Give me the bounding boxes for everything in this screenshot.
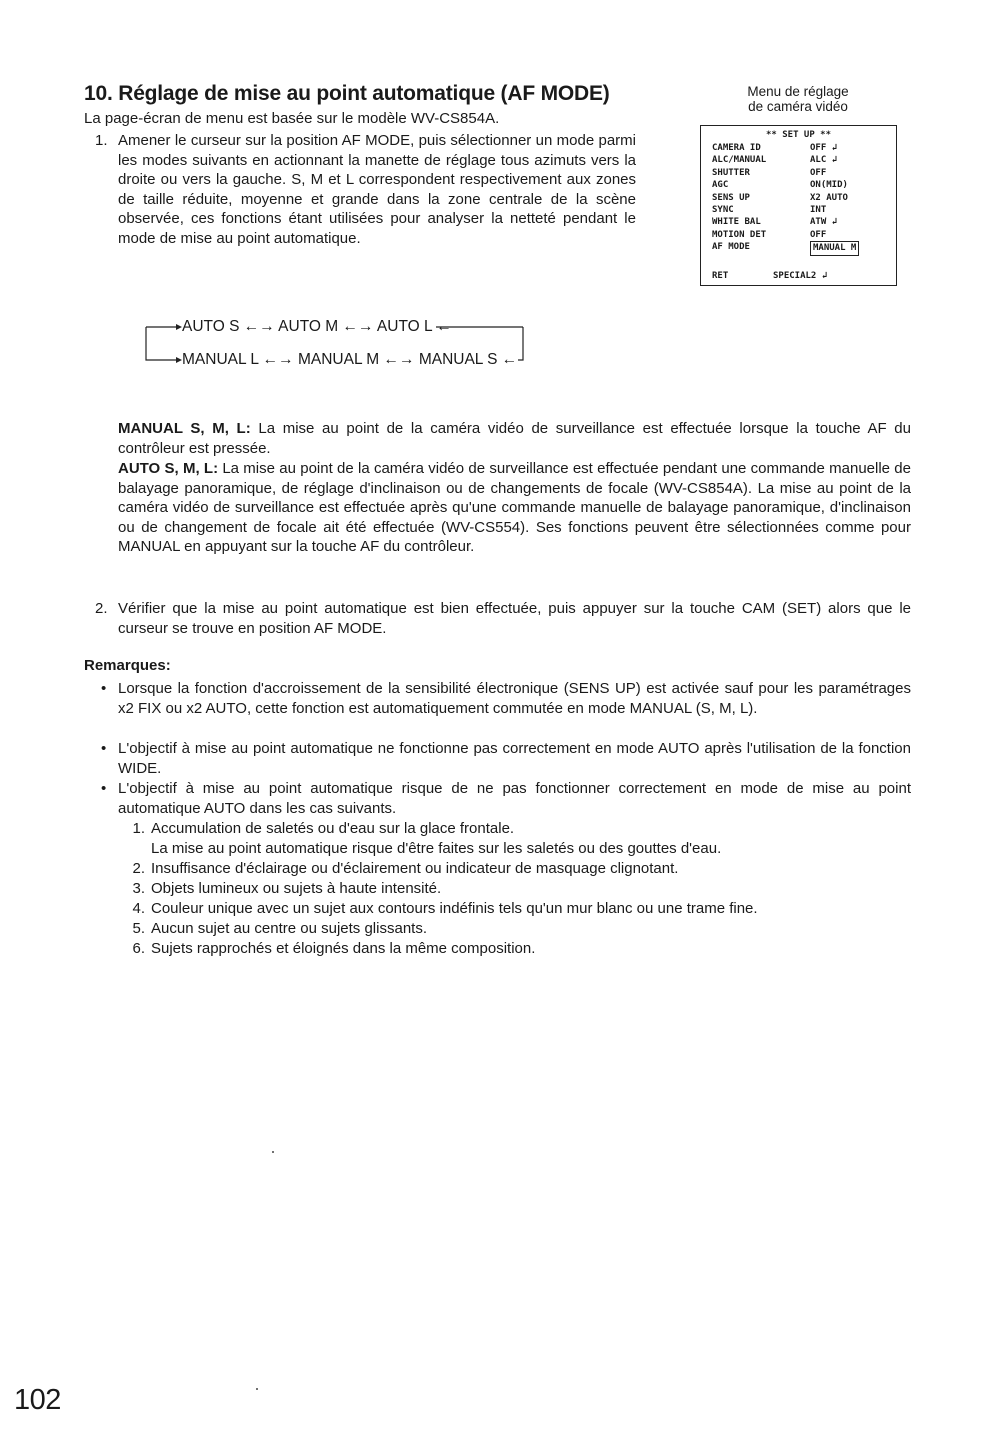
af-mode-cycle-diagram — [140, 318, 540, 378]
manual-definition-term: MANUAL S, M, L: — [118, 420, 251, 437]
menu-footer-special2: SPECIAL2 ↲ — [773, 271, 828, 281]
manual-definition — [118, 419, 911, 458]
menu-row-sync: SYNC INT — [712, 205, 827, 215]
remarque-item: • L'objectif à mise au point automatique ne fonctionne pas correctement en mode AUTO après l'utilisation de la fonction WIDE. — [101, 740, 911, 777]
af-mode-cursor: MANUAL M — [810, 241, 859, 255]
remarque-item: • Lorsque la fonction d'accroissement de la sensibilité électronique (SENS UP) est activée sauf pour les paramétrages x2 FIX ou x2 AUTO, cette fonction est automatiquement commutée en mode MANUAL (S, M, L). — [101, 680, 911, 717]
menu-row-alc-manual: ALC/MANUAL ALC ↲ — [712, 155, 838, 166]
remarques-heading: Remarques: — [84, 657, 171, 674]
menu-row-shutter: SHUTTER OFF — [712, 167, 827, 178]
manual-definition-text: La mise au point de la caméra vidéo de surveillance est effectuée lorsque la touche AF du contrôleur est pressée. — [118, 420, 911, 457]
menu-footer-ret: RET — [712, 271, 729, 281]
step-1-number: 1. — [95, 132, 108, 149]
auto-definition-term: AUTO S, M, L: — [118, 460, 219, 477]
step-2-text: Vérifier que la mise au point automatique est bien effectuée, puis appuyer sur la touche CAM (SET) alors que le curseur se trouve en position AF MODE. — [118, 600, 911, 637]
scan-speck — [256, 1388, 258, 1390]
camera-setup-menu-screen — [700, 125, 897, 286]
menu-row-agc: AGC ON(MID) — [712, 180, 848, 191]
menu-row-motion-det: MOTION DET OFF — [712, 229, 892, 241]
case-item: 5. Aucun sujet au centre ou sujets glissants. — [132, 920, 427, 937]
menu-caption-line2: de caméra vidéo — [748, 99, 848, 114]
menu-caption — [712, 84, 884, 114]
scan-speck — [272, 1151, 274, 1153]
case-item: 3. Objets lumineux ou sujets à haute intensité. — [132, 880, 442, 897]
auto-definition — [118, 459, 911, 557]
menu-caption-line1: Menu de réglage — [747, 84, 849, 99]
menu-row-sens-up: SENS UP X2 AUTO — [712, 192, 848, 203]
bullet-icon: • — [101, 780, 107, 797]
case-item: 2. Insuffisance d'éclairage ou d'éclairement ou indicateur de masquage clignotant. — [132, 860, 679, 877]
menu-row-white-bal: WHITE BAL ATW ↲ — [712, 217, 838, 228]
page-number: 102 — [14, 1384, 61, 1416]
case-item: 4. Couleur unique avec un sujet aux contours indéfinis tels qu'un mur blanc ou une trame fine. — [132, 900, 758, 917]
step-2-number: 2. — [95, 600, 108, 617]
remarque-item: • L'objectif à mise au point automatique risque de ne pas fonctionner correctement en mode de mise au point automatique AUTO dans les cas suivants. — [101, 780, 911, 817]
menu-title: ** SET UP ** — [765, 130, 832, 140]
step-2 — [95, 599, 911, 638]
intro-text: La page-écran de menu est basée sur le modèle WV-CS854A. — [84, 110, 500, 127]
menu-row-camera-id: CAMERA ID OFF ↲ — [712, 143, 838, 153]
menu-row-af-mode: AF MODE MANUAL M — [712, 241, 892, 253]
bullet-icon: • — [101, 740, 107, 757]
step-1 — [95, 131, 636, 249]
step-1-text: Amener le curseur sur la position AF MODE, puis sélectionner un mode parmi les modes suivants en actionnant la manette de réglage tous azimuts vers la droite ou vers la gauche. S, M et L correspondent respectivement aux zones de taille réduite, moyenne et grande dans la zone centrale de la scène observée, ces fonctions étant utilisées pour analyser la netteté pendant le mode de mise au point automatique. — [118, 132, 636, 247]
section-heading: 10. Réglage de mise au point automatique (AF MODE) — [84, 82, 610, 105]
case-item-continued: La mise au point automatique risque d'être faites sur les saletés ou des gouttes d'eau. — [151, 840, 722, 857]
case-item: 6. Sujets rapprochés et éloignés dans la même composition. — [132, 940, 536, 957]
auto-definition-text: La mise au point de la caméra vidéo de surveillance est effectuée pendant une commande manuelle de balayage panoramique, de réglage d'inclinaison ou de changements de focale (WV-CS854A). La mise au point de la caméra vidéo de surveillance est effectuée après qu'une commande manuelle de balayage panoramique, d'inclinaison ou de changement de focale ait été effectuée (WV-CS554). Ses fonctions peuvent être sélectionnées comme pour MANUAL en appuyant sur la touche AF du contrôleur. — [118, 460, 911, 556]
case-item: 1. Accumulation de saletés ou d'eau sur la glace frontale. — [132, 820, 515, 837]
bullet-icon: • — [101, 680, 107, 697]
cycle-row-auto: AUTO S ←→ AUTO M ←→ AUTO L ← — [182, 318, 452, 335]
cycle-row-manual: MANUAL L ←→ MANUAL M ←→ MANUAL S ← — [182, 351, 518, 368]
